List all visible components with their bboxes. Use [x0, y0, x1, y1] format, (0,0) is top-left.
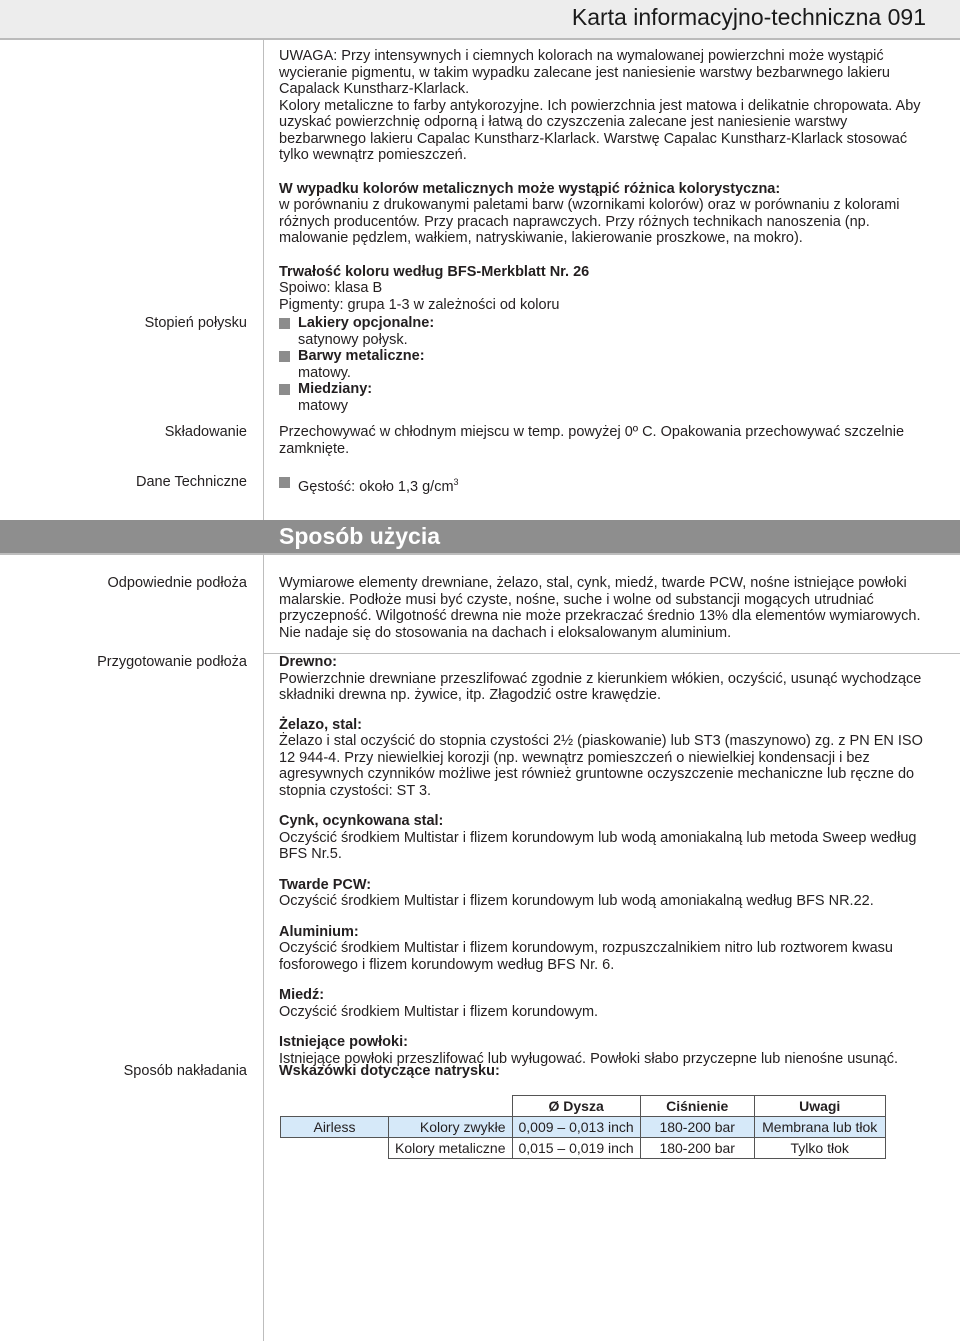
density-item: [279, 474, 929, 495]
prep-item-text: Żelazo i stal oczyścić do stopnia czystości 2½ (piaskowanie) lub ST3 (maszynowo) zg. z PN EN ISO 12 944-4. Przy niewielkiej korozji (np. wewnątrz pomieszczeń o niewielkiej kondensacji i bez agresywnych czynników możliwe jest również gruntowne oczyszczenie mechaniczne lub ręczne do stopnia czystości: ST 3.: [279, 733, 923, 799]
section-title: Sposób użycia: [279, 523, 441, 549]
technical-label: Dane Techniczne: [136, 474, 247, 490]
page-title: Karta informacyjno-techniczna 091: [571, 4, 926, 30]
gloss-item: [279, 315, 929, 348]
prep-item-title: Cynk, ocynkowana stal:: [279, 813, 444, 829]
bullet-square-icon: [279, 384, 290, 395]
table-cell-notes: Membrana lub tłok: [754, 1117, 885, 1138]
prep-item-title: Miedź:: [279, 987, 325, 1003]
gloss-item-title: Miedziany:: [298, 381, 373, 397]
table-cell-method: [281, 1138, 389, 1159]
prep-item-title: Aluminium:: [279, 923, 359, 940]
prep-item-text: Istniejące powłoki przeszlifować lub wyługować. Powłoki słabo przyczepne lub nienośne usunąć.: [279, 1050, 898, 1067]
table-blank-cell: [389, 1096, 513, 1117]
prep-item-text: Oczyścić środkiem Multistar i flizem korundowym lub wodą amoniakalną lub metoda Sweep według BFS Nr.5.: [279, 829, 917, 862]
table-cell-type: Kolory zwykłe: [389, 1117, 513, 1138]
table-cell-nozzle: 0,009 – 0,013 inch: [512, 1117, 640, 1138]
metallic-note: Kolory metaliczne to farby antykorozyjne. Ich powierzchnia jest matowa i delikatnie chropowata. Aby uzyskać powierzchnię odporną i łatwą do czyszczenia zalecane jest naniesienie warstwy bezbarwnego lakieru Capalac Kunstharz-Klarlack. Warstwę Capalac Kunstharz-Klarlack stosować tylko wewnątrz pomieszczeń.: [279, 97, 921, 163]
prep-item-title: Żelazo, stal:: [279, 716, 362, 733]
density-text: Gęstość: około 1,3 g/cm: [298, 478, 454, 495]
durability-title: Trwałość koloru według BFS-Merkblatt Nr. 26: [279, 263, 590, 280]
table-header: Ø Dysza: [512, 1096, 640, 1117]
binder-text: Spoiwo: klasa B: [279, 280, 383, 296]
table-cell-type: Kolory metaliczne: [389, 1138, 513, 1159]
storage-text: Przechowywać w chłodnym miejscu w temp. powyżej 0º C. Opakowania przechowywać szczelnie zamknięte.: [279, 424, 905, 457]
table-cell-nozzle: 0,015 – 0,019 inch: [512, 1138, 640, 1159]
prep-item-text: Powierzchnie drewniane przeszlifować zgodnie z kierunkiem włókien, oczyścić, usunąć wychodzące składniki drewna np. żywice, itp. Złagodzić ostre krawędzie.: [279, 670, 922, 703]
table-row: [281, 1138, 886, 1159]
difference-text: w porównaniu z drukowanymi paletami barw (wzornikami kolorów) oraz w porównaniu z kolorami różnych producentów. Przy pracach naprawczych. Przy różnych technikach nanoszenia (np. malowanie pędzlem, wałkiem, natryskiwanie, lakierowanie proszkowe, na mokro).: [279, 197, 900, 246]
column-divider: [263, 555, 264, 1341]
section-bar: [0, 520, 960, 553]
prep-item-text: Oczyścić środkiem Multistar i flizem korundowym, rozpuszczalnikiem nitro lub roztworem kwasu fosforowego i flizem korundowym według BFS Nr. 6.: [279, 940, 893, 973]
table-header: Ciśnienie: [640, 1096, 754, 1117]
spray-table: [280, 1095, 886, 1159]
gloss-list: [279, 315, 929, 414]
section-underline: [0, 553, 960, 555]
notes-block: [279, 48, 929, 313]
spray-title: Wskazówki dotyczące natrysku:: [279, 1063, 500, 1079]
preparation-block: [279, 654, 929, 1067]
prep-item-title: Istniejące powłoki:: [279, 1034, 408, 1050]
prep-item-text: Oczyścić środkiem Multistar i flizem korundowym.: [279, 1003, 599, 1020]
table-header-row: [281, 1096, 886, 1117]
pigments-text: Pigmenty: grupa 1-3 w zależności od koloru: [279, 296, 560, 313]
table-row: [281, 1117, 886, 1138]
table-cell-pressure: 180-200 bar: [640, 1138, 754, 1159]
bullet-square-icon: [279, 477, 290, 488]
table-cell-notes: Tylko tłok: [754, 1138, 885, 1159]
prep-item-title: Twarde PCW:: [279, 876, 372, 893]
substrates-text: Wymiarowe elementy drewniane, żelazo, stal, cynk, miedź, twarde PCW, nośne istniejące powłoki malarskie. Podłoże musi być czyste, nośne, suche i wolne od substancji mogących utrudniać przyczepność. Wilgotność drewna nie może przekraczać średnio 13% dla elementów wymiarowych. Nie nadaje się do stosowania na dachach i eloksalowanym aluminium.: [279, 575, 921, 641]
gloss-item-value: matowy.: [298, 364, 351, 381]
bullet-square-icon: [279, 318, 290, 329]
substrates-label: Odpowiednie podłoża: [107, 575, 247, 591]
storage-label: Składowanie: [164, 424, 247, 440]
table-header: Uwagi: [754, 1096, 885, 1117]
density-unit-exponent: 3: [453, 477, 459, 487]
gloss-label: Stopień połysku: [144, 315, 247, 331]
preparation-label: Przygotowanie podłoża: [97, 654, 247, 670]
prep-item-text: Oczyścić środkiem Multistar i flizem korundowym lub wodą amoniakalną według BFS NR.22.: [279, 893, 874, 909]
gloss-item: [279, 381, 929, 414]
bullet-square-icon: [279, 351, 290, 362]
technical-block: [279, 474, 929, 495]
difference-title: W wypadku kolorów metalicznych może wystąpić różnica kolorystyczna:: [279, 180, 781, 197]
gloss-item-title: Barwy metaliczne:: [298, 348, 425, 364]
prep-item-title: Drewno:: [279, 654, 337, 670]
table-cell-method: Airless: [281, 1117, 389, 1138]
gloss-item-value: matowy: [298, 397, 348, 414]
gloss-item-title: Lakiery opcjonalne:: [298, 315, 435, 331]
uwaga-note: UWAGA: Przy intensywnych i ciemnych kolorach na wymalowanej powierzchni może wystąpić wycieranie pigmentu, w takim wypadku zalecane jest naniesienie warstwy bezbarwnego lakieru Capalack Kunstharz-Klarlack.: [279, 48, 890, 97]
gloss-item: [279, 348, 929, 381]
gloss-item-value: satynowy połysk.: [298, 331, 408, 348]
table-blank-cell: [281, 1096, 389, 1117]
application-label: Sposób nakładania: [123, 1063, 247, 1079]
table-cell-pressure: 180-200 bar: [640, 1117, 754, 1138]
column-divider: [263, 40, 264, 520]
